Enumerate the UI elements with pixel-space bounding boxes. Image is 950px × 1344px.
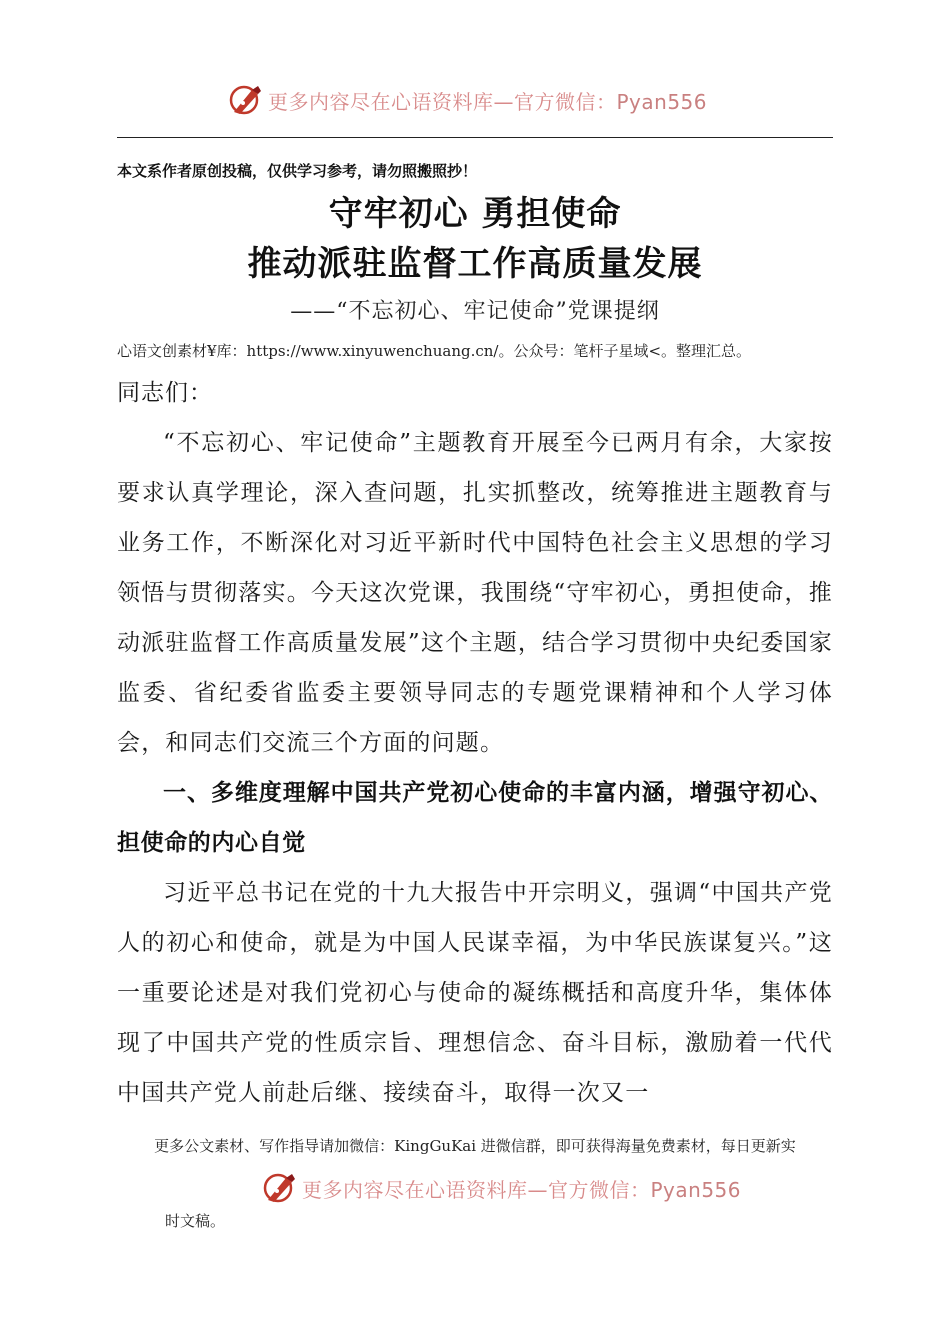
title-line-2: 推动派驻监督工作高质量发展 (247, 244, 703, 284)
section-heading-1: 一、多维度理解中国共产党初心使命的丰富内涵，增强守初心、担使命的内心自觉 (117, 780, 833, 856)
subtitle: ——“不忘初心、牢记使命”党课提纲 (290, 299, 660, 324)
copyright-notice: 本文系作者原创投稿，仅供学习参考，请勿照搬照抄！ (117, 162, 478, 180)
footer-line-2: 时文稿。 (165, 1212, 226, 1230)
title-line-1: 守牢初心 勇担使命 (328, 194, 622, 234)
banner-wechat-id: Pyan556 (650, 1177, 742, 1202)
paragraph-1: “不忘初心、牢记使命”主题教育开展至今已两月有余，大家按要求认真学理论，深入查问题，扎实抓整改，统筹推进主题教育与业务工作，不断深化对习近平新时代中国特色社会主义思想的学习领悟与贯彻落实。今天这次党课，我围绕“守牢初心，勇担使命，推动派驻监督工作高质量发展”这个主题，结合学习贯彻中央纪委国家监委、省纪委省监委主要领导同志的专题党课精神和个人学习体会，和同志们交流三个方面的问题。 (117, 430, 833, 756)
greeting: 同志们： (117, 380, 213, 406)
banner-slogan: 更多内容尽在心语资料库—官方微信： (268, 89, 617, 114)
source-line: 心语文创素材¥库：https://www.xinyuwenchuang.cn/。公众号：笔杆子星域<。整理汇总。 (117, 342, 752, 360)
pen-nib-logo-icon (228, 82, 264, 118)
banner-wechat-id: Pyan556 (616, 89, 708, 114)
top-banner (0, 82, 950, 122)
bottom-banner (0, 1170, 950, 1210)
banner-text (302, 1174, 741, 1203)
document-body (117, 368, 833, 1118)
banner-slogan: 更多内容尽在心语资料库—官方微信： (302, 1177, 651, 1202)
banner-text (268, 86, 707, 115)
pen-nib-logo-icon (262, 1170, 298, 1206)
paragraph-2: 习近平总书记在党的十九大报告中开宗明义，强调“中国共产党人的初心和使命，就是为中国人民谋幸福，为中华民族谋复兴。”这一重要论述是对我们党初心与使命的凝练概括和高度升华，集体体现了中国共产党的性质宗旨、理想信念、奋斗目标，激励着一代代中国共产党人前赴后继、接续奋斗，取得一次又一 (117, 880, 833, 1106)
header-divider (117, 137, 833, 138)
footer-line-1: 更多公文素材、写作指导请加微信：KingGuKai 进微信群，即可获得海量免费素材，每日更新实 (154, 1137, 796, 1155)
